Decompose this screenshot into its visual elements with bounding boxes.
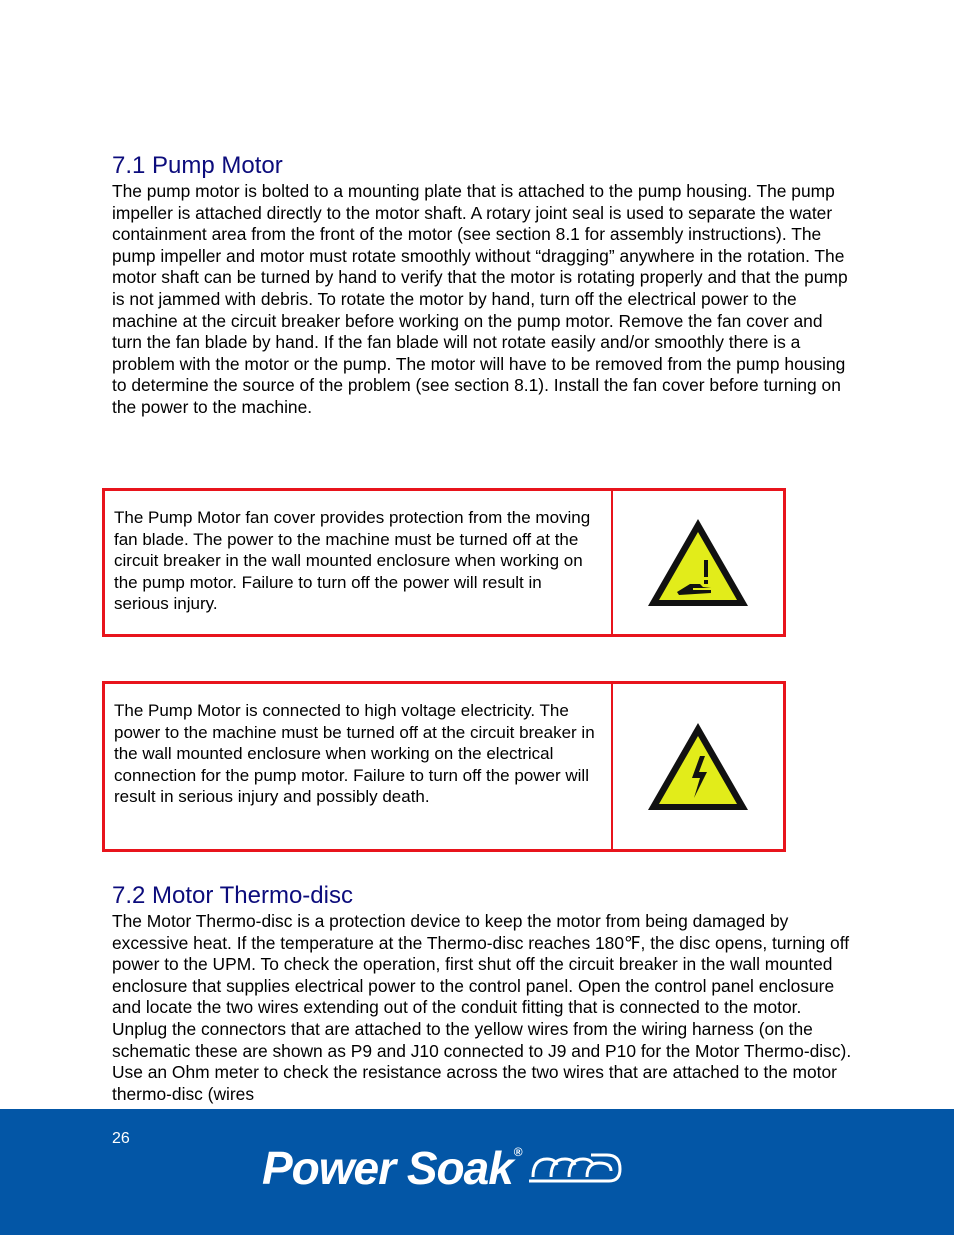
section-body-thermo-disc: The Motor Thermo-disc is a protection device to keep the motor from being damaged by excessive heat. If the temperature at the Thermo-disc reaches 180℉, the disc opens, turning off power to the UPM. To check the operation, first shut off the circuit breaker in the wall mounted enclosure that supplies electrical power to the control panel. Open the control panel enclosure and locate the two wires extending out of the conduit fitting that is connected to the motor. Unplug the connectors that are attached to the yellow wires from the wiring harness (on the schematic these are shown as P9 and J10 connected to J9 and P10 for the Motor Thermo-disc). Use an Ohm meter to check the resistance across the two wires that are attached to the motor thermo-disc (wires bbox=[112, 911, 852, 1104]
warning-icon-cell bbox=[613, 491, 783, 634]
hand-crush-warning-icon bbox=[645, 516, 751, 610]
section-heading-thermo-disc: 7.2 Motor Thermo-disc bbox=[112, 882, 353, 909]
wave-logo-icon bbox=[525, 1149, 623, 1185]
electrical-hazard-icon bbox=[645, 720, 751, 814]
page-number: 26 bbox=[112, 1130, 130, 1147]
warning-box-fan-cover bbox=[102, 488, 786, 637]
footer-band bbox=[0, 1109, 954, 1235]
warning-icon-cell bbox=[613, 684, 783, 849]
warning-text: The Pump Motor fan cover provides protection from the moving fan blade. The power to the machine must be turned off at the circuit breaker in the wall mounted enclosure when working on the pump motor. Failure to turn off the power will result in serious injury. bbox=[105, 491, 613, 634]
section-body-pump-motor: The pump motor is bolted to a mounting plate that is attached to the pump housing. The pump impeller is attached directly to the motor shaft. A rotary joint seal is used to separate the water containment area from the front of the motor (see section 8.1 for assembly instructions). The pump impeller and motor must rotate smoothly without “dragging” anywhere in the rotation. The motor shaft can be turned by hand to verify that the motor is rotating properly and that the pump is not jammed with debris. To rotate the motor by hand, turn off the electrical power to the machine at the circuit breaker before working on the pump motor. Remove the fan cover and turn the fan blade by hand. If the fan blade will not rotate easily and/or smoothly there is a problem with the motor or the pump. The motor will have to be removed from the pump housing to determine the source of the problem (see section 8.1). Install the fan cover before turning on the power to the machine. bbox=[112, 181, 848, 417]
logo-wordmark: Power Soak bbox=[262, 1142, 513, 1194]
registered-mark: ® bbox=[513, 1145, 523, 1159]
warning-text: The Pump Motor is connected to high voltage electricity. The power to the machine must be turned off at the circuit breaker in the wall mounted enclosure when working on the electrical connection for the pump motor. Failure to turn off the power will result in serious injury and possibly death. bbox=[105, 684, 613, 849]
warning-box-high-voltage bbox=[102, 681, 786, 852]
power-soak-logo bbox=[262, 1143, 623, 1193]
section-heading-pump-motor: 7.1 Pump Motor bbox=[112, 152, 283, 179]
